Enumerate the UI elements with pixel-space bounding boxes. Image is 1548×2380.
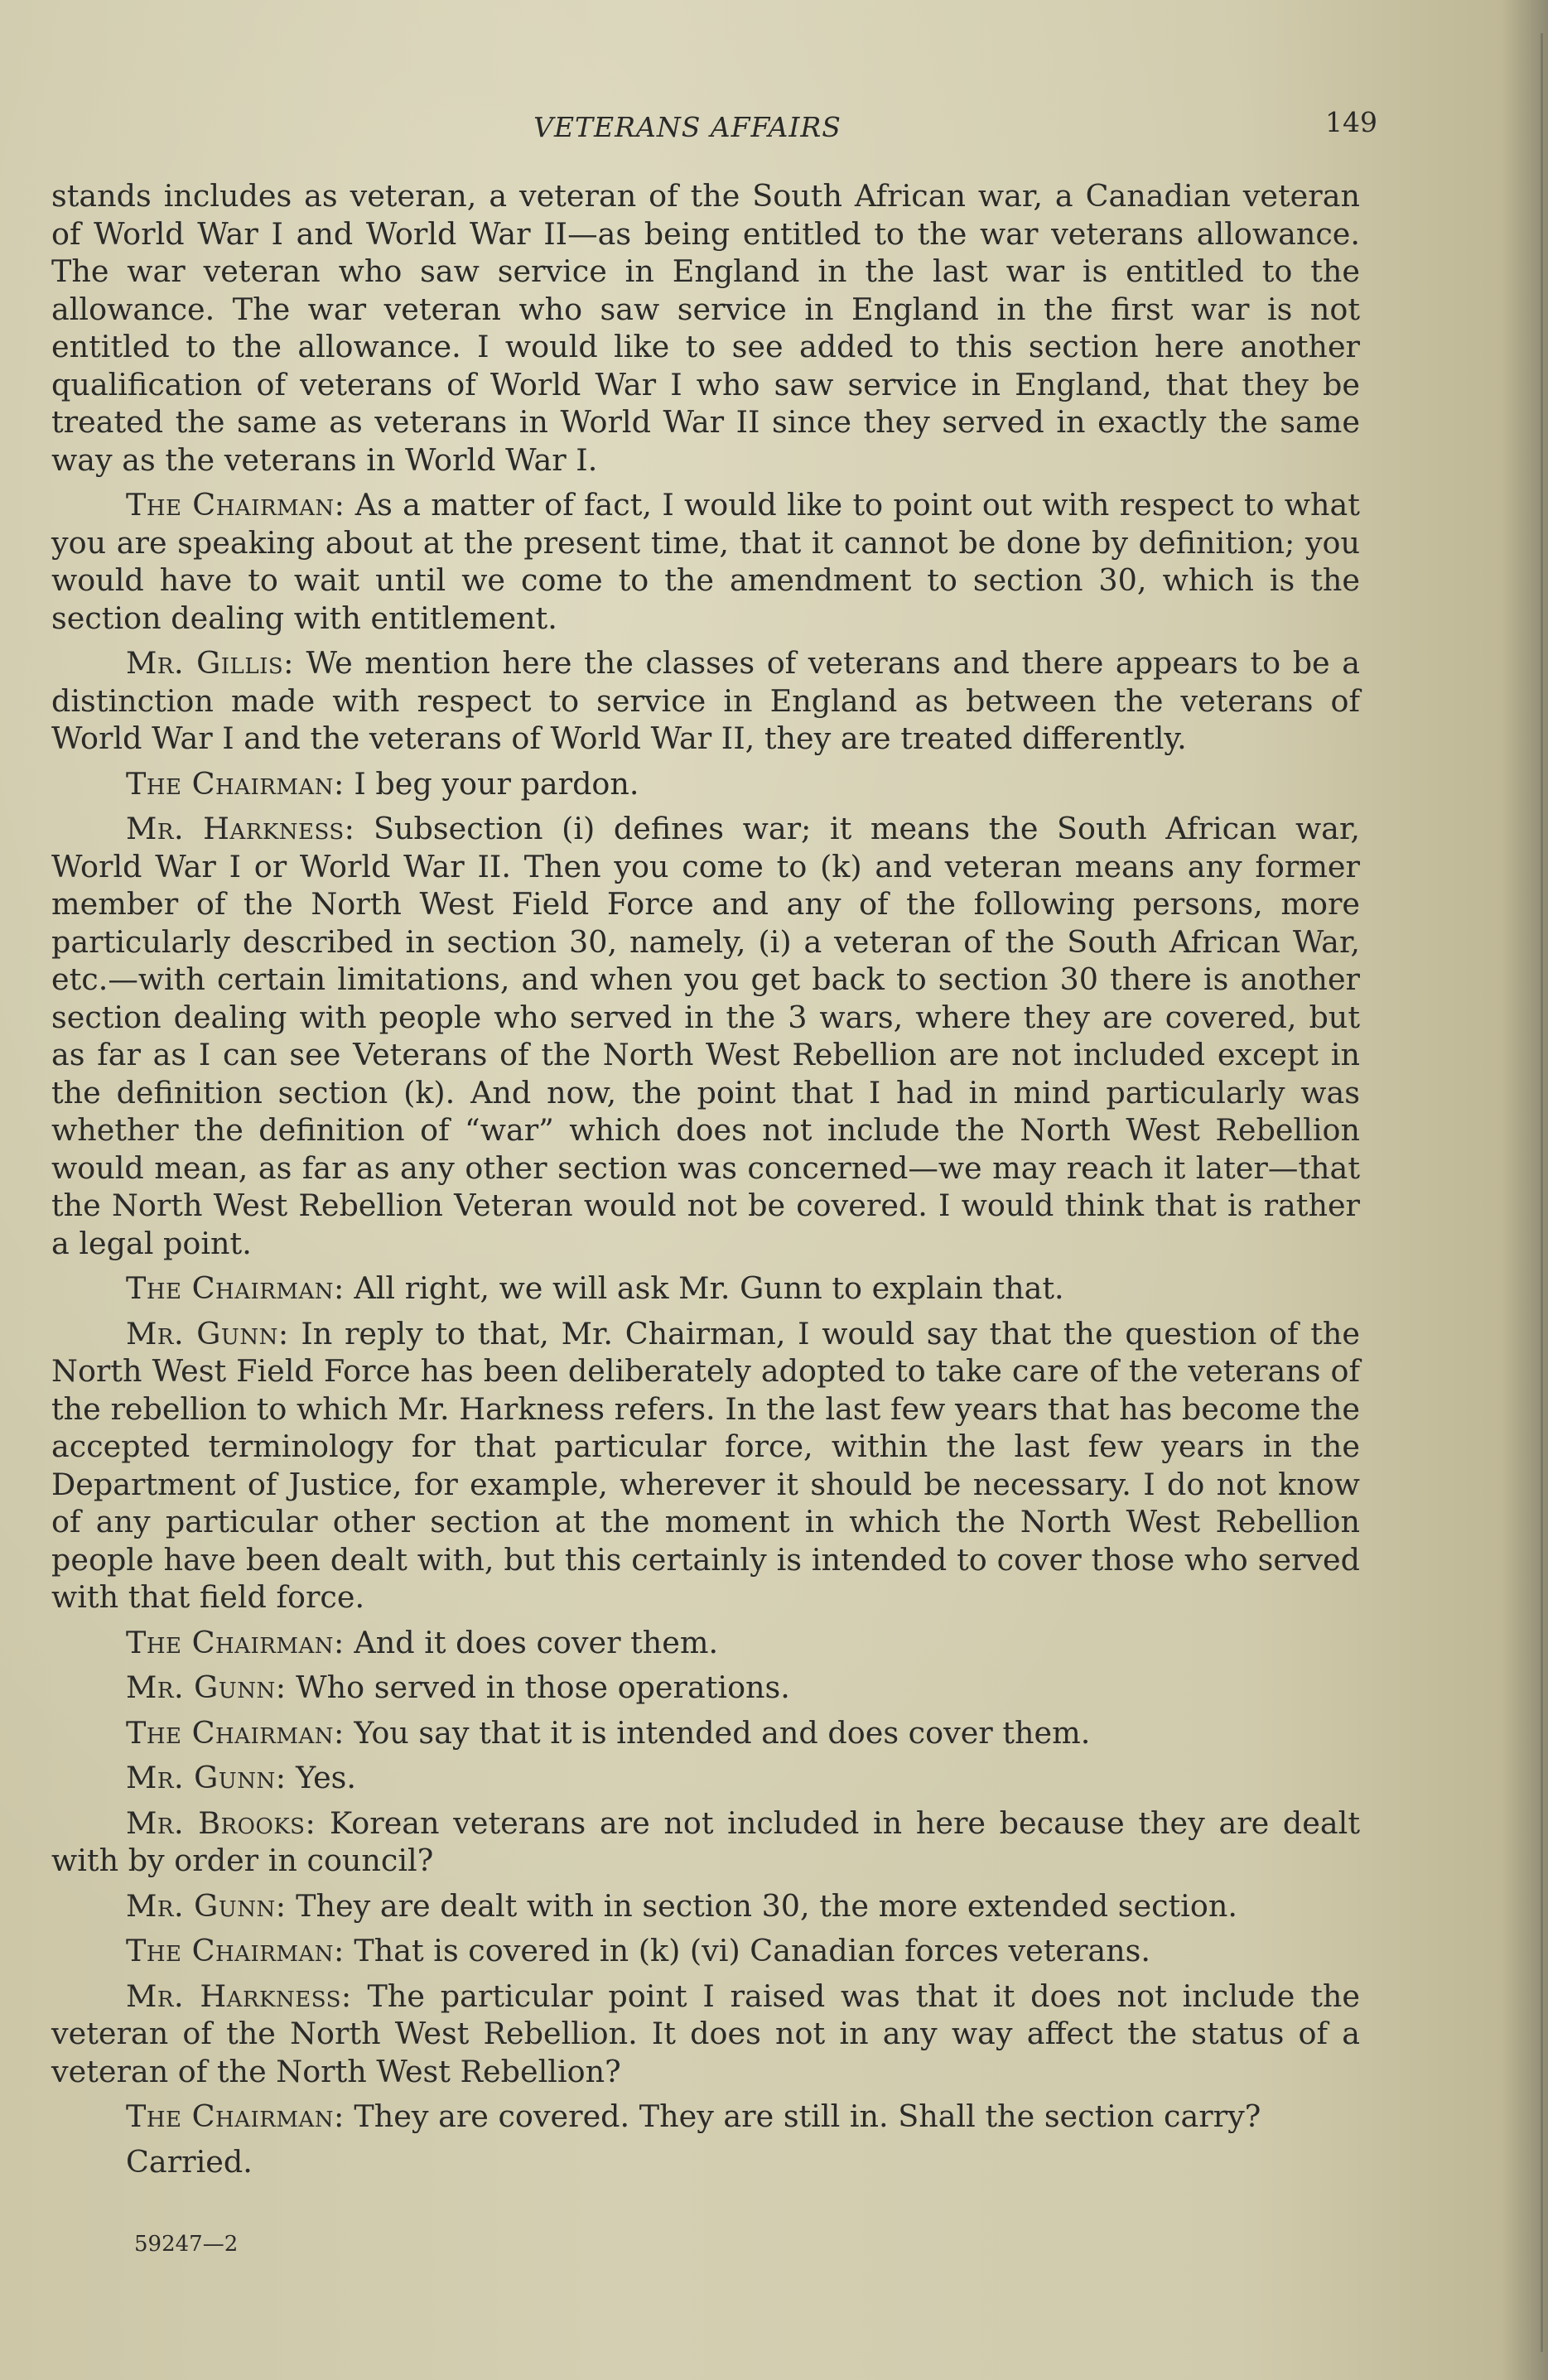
page-number: 149: [1325, 106, 1377, 138]
speech-text: I beg your pardon.: [354, 765, 639, 802]
speaker-name: The Chairman:: [126, 765, 345, 802]
speech-text: As a matter of fact, I would like to point out with respect to what you are speaking about at the present time, that it cannot be done by definition; you would have to wait until we come to the amendment to section 30, which is the section dealing with entitlement.: [51, 487, 1360, 636]
speaker-name: Mr. Gunn:: [126, 1669, 287, 1705]
speech-text: You say that it is intended and does cover them.: [354, 1714, 1091, 1751]
speaker-name: Mr. Gunn:: [126, 1887, 287, 1924]
speech-text: Korean veterans are not included in here because they are dealt with by order in council?: [51, 1804, 1360, 1878]
speech-paragraph: [51, 644, 1360, 758]
speech-text: Yes.: [296, 1760, 356, 1795]
speech-text: They are dealt with in section 30, the more extended section.: [296, 1887, 1237, 1924]
speech-paragraph: [51, 1624, 1360, 1662]
speech-paragraph: [51, 1978, 1360, 2091]
speech-paragraph: [51, 1759, 1360, 1797]
speech-paragraph: [51, 2098, 1360, 2136]
speaker-name: Mr. Harkness:: [126, 1978, 352, 2014]
speaker-name: The Chairman:: [126, 1270, 345, 1306]
speech-text: All right, we will ask Mr. Gunn to explain that.: [354, 1270, 1064, 1306]
speech-text: We mention here the classes of veterans and there appears to be a distinction made with respect to service in England as between the veterans of World War I and the veterans of World War II, they are treated differently.: [51, 645, 1360, 756]
paragraph-text: stands includes as veteran, a veteran of the South African war, a Canadian veteran of World War I and World War II—as being entitled to the war veterans allowance. The war veteran who saw service in England in the last war is entitled to the allowance. The war veteran who saw service in England in the first war is not entitled to the allowance. I would like to see added to this section here another qualification of veterans of World War I who saw service in England, that they be treated the same as veterans in World War II since they served in exactly the same way as the veterans in World War I.: [51, 178, 1360, 478]
speaker-name: The Chairman:: [126, 1714, 345, 1751]
speech-text: Subsection (i) defines war; it means the South African war, World War I or World War II. Then you come to (k) and veteran means any former member of the North West Field Force and any of the following persons, more particularly described in section 30, namely, (i) a veteran of the South African War, etc.—with certain limitations, and when you get back to section 30 there is another section dealing with people who served in the 3 wars, where they are covered, but as far as I can see Veterans of the North West Rebellion are not included except in the definition section (k). And now, the point that I had in mind particularly was whether the definition of “war” which does not include the North West Rebellion would mean, as far as any other section was concerned—we may reach it later—that the North West Rebellion Veteran would not be covered. I would think that is rather a legal point.: [51, 811, 1360, 1261]
speech-paragraph: [51, 1932, 1360, 1970]
page-edge-shadow: [1541, 33, 1543, 2352]
speech-paragraph: [51, 486, 1360, 637]
paragraph-continued: [51, 177, 1360, 479]
transcript-body: [51, 177, 1360, 2180]
speaker-name: Mr. Gunn:: [126, 1760, 287, 1795]
speech-paragraph: [51, 1315, 1360, 1616]
speaker-name: Mr. Brooks:: [126, 1804, 316, 1841]
speech-text: And it does cover them.: [354, 1624, 719, 1660]
speech-paragraph: [51, 1887, 1360, 1925]
speech-paragraph: [51, 765, 1360, 803]
speech-paragraph: [51, 810, 1360, 1262]
speaker-name: The Chairman:: [126, 2098, 345, 2134]
carried-line: [51, 2143, 1360, 2181]
speech-text: Carried.: [126, 2143, 253, 2180]
speech-text: They are covered. They are still in. Shall the section carry?: [354, 2098, 1261, 2134]
speech-text: That is covered in (k) (vi) Canadian forces veterans.: [354, 1933, 1151, 1968]
speech-paragraph: [51, 1714, 1360, 1752]
speaker-name: The Chairman:: [126, 1624, 345, 1660]
speaker-name: The Chairman:: [126, 487, 345, 523]
speech-text: The particular point I raised was that it does not include the veteran of the North West Rebellion. It does not in any way affect the status of a veteran of the North West Rebellion?: [51, 1978, 1360, 2089]
speaker-name: The Chairman:: [126, 1933, 345, 1968]
running-title: VETERANS AFFAIRS: [533, 111, 842, 143]
speech-text: Who served in those operations.: [296, 1669, 790, 1705]
print-code: 59247—2: [134, 2232, 239, 2257]
speech-paragraph: [51, 1804, 1360, 1880]
page-header: [50, 106, 1548, 156]
speech-text: In reply to that, Mr. Chairman, I would say that the question of the North West Field Force has been deliberately adopted to take care of the veterans of the rebellion to which Mr. Harkness refers. In the last few years that has become the accepted terminology for that particular force, within the last few years in the Department of Justice, for example, wherever it should be necessary. I do not know of any particular other section at the moment in which the North West Rebellion people have been dealt with, but this certainly is intended to cover those who served with that field force.: [51, 1315, 1360, 1615]
speaker-name: Mr. Gillis:: [126, 645, 294, 681]
speech-paragraph: [51, 1669, 1360, 1707]
speaker-name: Mr. Harkness:: [126, 811, 355, 846]
speaker-name: Mr. Gunn:: [126, 1315, 289, 1351]
speech-paragraph: [51, 1269, 1360, 1308]
